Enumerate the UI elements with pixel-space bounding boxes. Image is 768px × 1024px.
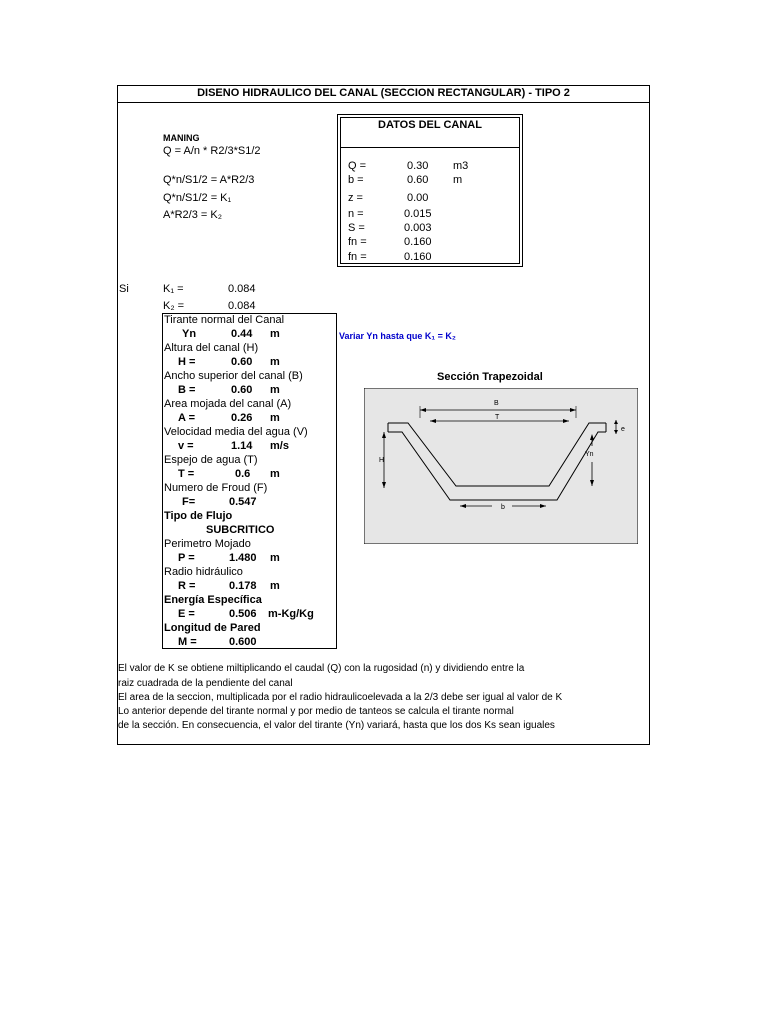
- k1-value: 0.084: [228, 283, 256, 295]
- r-value: 0.178: [229, 580, 257, 592]
- trapezoidal-section-diagram: [364, 388, 638, 544]
- h-label: H =: [178, 356, 196, 368]
- diagram-label-Yn: Yn: [585, 451, 594, 458]
- diagram-label-H: H: [379, 457, 385, 464]
- diagram-label-e: e: [621, 426, 625, 433]
- area-label: Area mojada del canal (A): [164, 398, 292, 410]
- h-value: 0.60: [231, 356, 253, 368]
- radio-label: Radio hidráulico: [164, 566, 243, 578]
- p-label: P =: [178, 552, 195, 564]
- b-label: B =: [178, 384, 196, 396]
- equation-qn: Q*n/S1/2 = A*R2/3: [163, 174, 255, 186]
- equation-q: Q = A/n * R2/3*S1/2: [163, 145, 261, 157]
- datos-s-label: S =: [348, 222, 365, 234]
- datos-n-label: n =: [348, 208, 364, 220]
- datos-fn2-label: fn =: [348, 251, 367, 263]
- a-unit: m: [270, 412, 280, 424]
- p-unit: m: [270, 552, 280, 564]
- datos-canal-box: [337, 114, 523, 267]
- equation-k1: Q*n/S1/2 = K₁: [163, 192, 232, 204]
- tirante-label: Tirante normal del Canal: [164, 314, 285, 326]
- maning-label: MANING: [163, 133, 200, 143]
- yn-unit: m: [270, 328, 280, 340]
- results-box: [162, 313, 337, 649]
- a-value: 0.26: [231, 412, 253, 424]
- h-unit: m: [270, 356, 280, 368]
- datos-fn-label: fn =: [348, 236, 367, 248]
- footer-line-1: El valor de K se obtiene miltiplicando el caudal (Q) con la rugosidad (n) y dividiendo entre la: [118, 663, 525, 674]
- b-unit: m: [270, 384, 280, 396]
- longitud-label: Longitud de Pared: [164, 622, 261, 634]
- datos-fn2-value: 0.160: [404, 251, 432, 263]
- perimetro-label: Perimetro Mojado: [164, 538, 251, 550]
- footer-line-2: raiz cuadrada de la pendiente del canal: [118, 678, 293, 689]
- v-label: v =: [178, 440, 194, 452]
- k2-label: K₂ =: [163, 300, 185, 312]
- diagram-label-b: b: [501, 504, 505, 511]
- equation-k2: A*R2/3 = K₂: [163, 209, 222, 221]
- f-value: 0.547: [229, 496, 257, 508]
- datos-b-value: 0.60: [407, 174, 429, 186]
- k1-label: K₁ =: [163, 283, 184, 295]
- e-value: 0.506: [229, 608, 257, 620]
- ancho-label: Ancho superior del canal (B): [164, 370, 303, 382]
- r-unit: m: [270, 580, 280, 592]
- k2-value: 0.084: [228, 300, 256, 312]
- e-unit: m-Kg/Kg: [268, 608, 314, 620]
- v-unit: m/s: [270, 440, 289, 452]
- flujo-value: SUBCRITICO: [206, 524, 275, 536]
- variar-note: Variar Yn hasta que K₁ = K₂: [339, 331, 456, 341]
- energia-label: Energía Específica: [164, 594, 262, 606]
- datos-canal-header: DATOS DEL CANAL: [341, 118, 519, 148]
- diagram-label-B: B: [494, 400, 499, 407]
- t-label: T =: [178, 468, 195, 480]
- e-label: E =: [178, 608, 195, 620]
- m-value: 0.600: [229, 636, 257, 648]
- diagram-title: Sección Trapezoidal: [437, 371, 543, 383]
- datos-b-label: b =: [348, 174, 364, 186]
- f-label: F=: [182, 496, 196, 508]
- r-label: R =: [178, 580, 196, 592]
- si-label: Si: [119, 283, 129, 295]
- datos-z-value: 0.00: [407, 192, 429, 204]
- flujo-label: Tipo de Flujo: [164, 510, 233, 522]
- datos-fn-value: 0.160: [404, 236, 432, 248]
- t-unit: m: [270, 468, 280, 480]
- datos-q-label: Q =: [348, 160, 367, 172]
- p-value: 1.480: [229, 552, 257, 564]
- footer-line-3: El area de la seccion, multiplicada por el radio hidraulicoelevada a la 2/3 debe ser igual al valor de K: [118, 692, 563, 703]
- t-value: 0.6: [235, 468, 251, 480]
- diagram-label-T: T: [495, 414, 500, 421]
- datos-q-unit: m3: [453, 160, 469, 172]
- datos-q-value: 0.30: [407, 160, 429, 172]
- a-label: A =: [178, 412, 196, 424]
- b-value: 0.60: [231, 384, 253, 396]
- footer-line-4: Lo anterior depende del tirante normal y por medio de tanteos se calcula el tirante normal: [118, 706, 514, 717]
- datos-n-value: 0.015: [404, 208, 432, 220]
- m-label: M =: [178, 636, 197, 648]
- datos-z-label: z =: [348, 192, 363, 204]
- froud-label: Numero de Froud (F): [164, 482, 268, 494]
- footer-line-5: de la sección. En consecuencia, el valor del tirante (Yn) variará, hasta que los dos Ks sean iguales: [118, 720, 555, 731]
- page-title: DISENO HIDRAULICO DEL CANAL (SECCION RECTANGULAR) - TIPO 2: [118, 86, 649, 103]
- v-value: 1.14: [231, 440, 253, 452]
- yn-value: 0.44: [231, 328, 253, 340]
- diagram-background: [364, 388, 638, 544]
- datos-b-unit: m: [453, 174, 463, 186]
- datos-s-value: 0.003: [404, 222, 432, 234]
- yn-label: Yn: [182, 328, 197, 340]
- velocidad-label: Velocidad media del agua (V): [164, 426, 308, 438]
- spreadsheet-sheet: [117, 85, 650, 745]
- espejo-label: Espejo de agua (T): [164, 454, 258, 466]
- altura-label: Altura del canal (H): [164, 342, 259, 354]
